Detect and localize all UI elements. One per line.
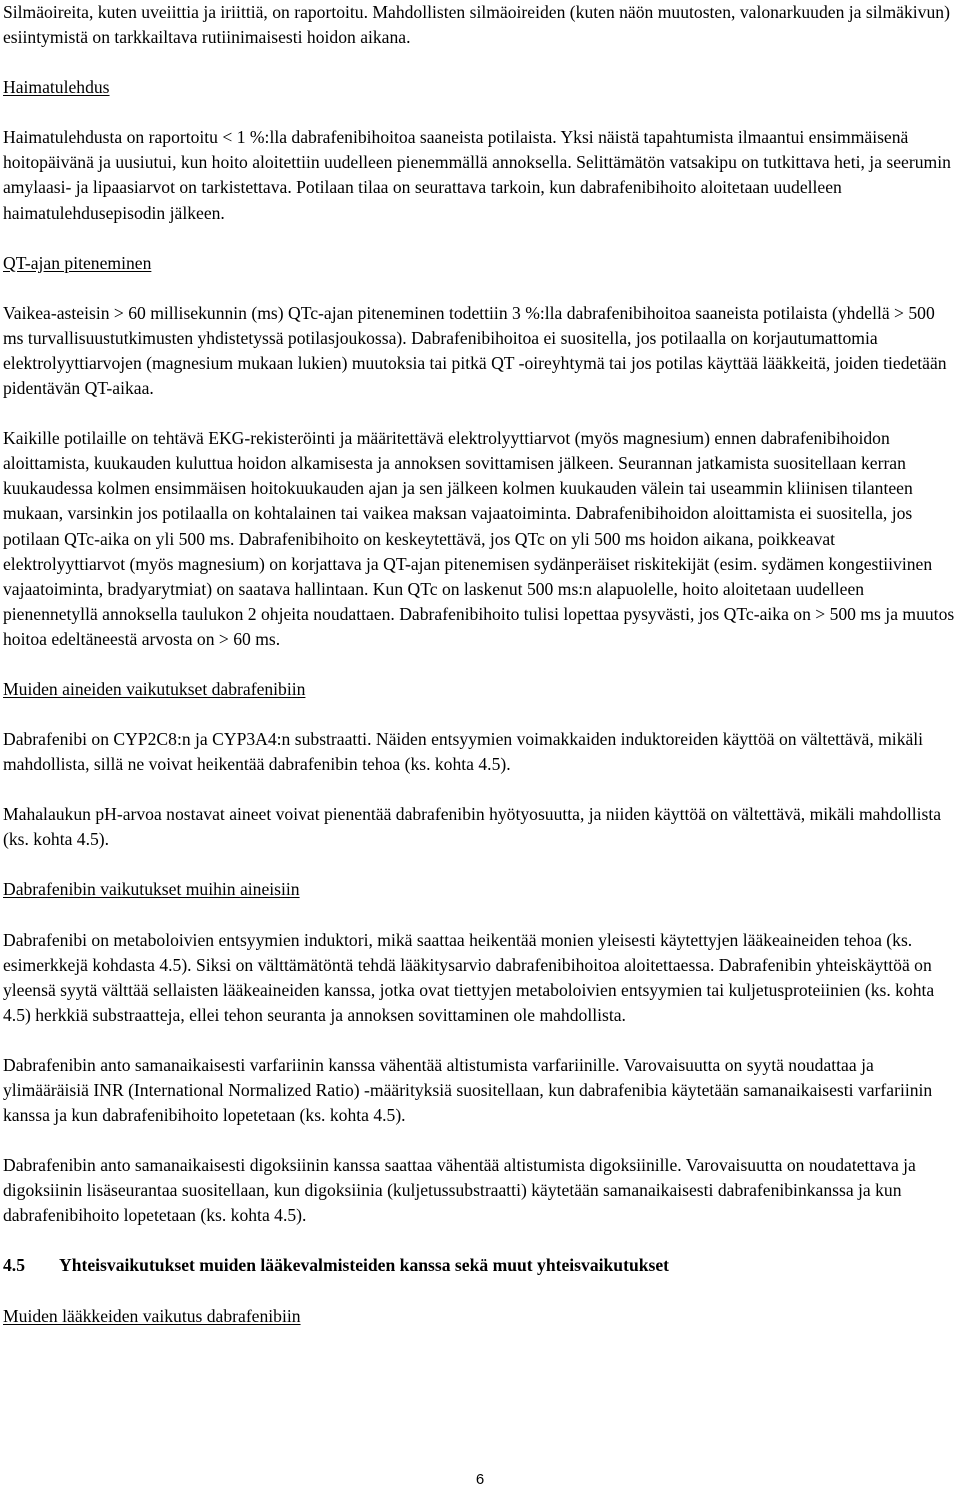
paragraph-qt-2: Kaikille potilaille on tehtävä EKG-rekisteröinti ja määritettävä elektrolyyttiarvot (myös magnesium) ennen dabrafenibihoidon aloittamista, kuukauden kuluttua hoidon alkamisesta ja annoksen sovittamisen jälkeen. Seurannan jatkamista suositellaan kerran kuukaudessa kolmen ensimmäisen hoitokuukauden ajan ja sen jälkeen kolmen kuukauden välein tai useammin kliinisen tilanteen mukaan, varsinkin jos potilaalla on kohtalainen tai vaikea maksan vajaatoiminta. Dabrafenibihoidon aloittamista ei suositella, jos potilaan QTc-aika on yli 500 ms. Dabrafenibihoito on keskeytettävä, jos QTc on yli 500 ms hoidon aikana, poikkeavat elektrolyyttiarvot (myös magnesium) on korjattava ja QT-ajan pitenemisen sydänperäiset riskitekijät (esim. sydämen kongestiivinen vajaatoiminta, bradyarytmiat) on saatava hallintaan. Kun QTc on laskenut 500 ms:n alapuolelle, hoito aloitetaan uudelleen pienennetyllä annoksella taulukon 2 ohjeita noudattaen. Dabrafenibihoito tulisi lopettaa pysyvästi, jos QTc-aika on > 500 ms ja muutos hoitoa edeltäneestä arvosta on > 60 ms.: [3, 428, 955, 649]
heading-pancreatitis: Haimatulehdus: [3, 77, 110, 98]
page-number: 6: [475, 1471, 485, 1488]
paragraph-effects-on-dabrafenib-2: Mahalaukun pH-arvoa nostavat aineet voivat pienentää dabrafenibin hyötyosuutta, ja niiden käyttöä on vältettävä, mikäli mahdollista (ks. kohta 4.5).: [3, 804, 942, 850]
paragraph-dabrafenib-effects-3: Dabrafenibin anto samanaikaisesti digoksiinin kanssa saattaa vähentää altistumista digoksiinille. Varovaisuutta on noudatettava ja digoksiinin lisäseurantaa suositellaan, kun digoksiinia (kuljetussubstraatti) käytetään samanaikaisesti dabrafenibinkanssa ja kun dabrafenibihoito lopetetaan (ks. kohta 4.5).: [3, 1155, 916, 1226]
paragraph-qt-1: [3, 301, 955, 401]
heading-dabrafenib-effects: Dabrafenibin vaikutukset muihin aineisiin: [3, 879, 300, 900]
paragraph-dabrafenib-effects-2: Dabrafenibin anto samanaikaisesti varfariinin kanssa vähentää altistumista varfariinille. Varovaisuutta on syytä noudattaa ja ylimääräisiä INR (International Normalized Ratio) -määrityksiä suositellaan, kun dabrafenibia käytetään samanaikaisesti varfariinin kanssa ja kun dabrafenibihoito lopetetaan (ks. kohta 4.5).: [3, 1054, 933, 1126]
heading-other-drugs: Muiden lääkkeiden vaikutus dabrafenibiin: [3, 1305, 301, 1326]
document-page: [3, 0, 955, 1329]
section-heading-4-5: [3, 1253, 955, 1278]
paragraph-pancreatitis: Haimatulehdusta on raportoitu < 1 %:lla dabrafenibihoitoa saaneista potilaista. Yksi näistä tapahtumista ilmaantui ensimmäisenä hoitopäivänä ja uusiutui, kun hoito aloitettiin uudelleen pienemmällä annoksella. Selittämätön vatsakipu on tutkittava heti, ja seerumin amylaasi- ja lipaasiarvot on tarkistettava. Potilaan tilaa on seurattava tarkoin, kun dabrafenibihoito aloitetaan uudelleen haimatulehdusepisodin jälkeen.: [3, 127, 951, 223]
paragraph-dabrafenib-effects-1: Dabrafenibi on metaboloivien entsyymien induktori, mikä saattaa heikentää monien yleisesti käytettyjen lääkeaineiden tehoa (ks. esimerkkejä kohdasta 4.5). Siksi on välttämätöntä tehdä lääkitysarvio dabrafenibihoitoa aloitettaessa. Dabrafenibin yhteiskäyttöä on yleensä syytä välttää sellaisten lääkeaineiden kanssa, jotka ovat tiettyjen metaboloivien entsyymien tai kuljetusproteiinien (ks. kohta 4.5) herkkiä substraatteja, ellei tehon seuranta ja annoksen sovittaminen ole mahdollista.: [3, 929, 935, 1025]
paragraph-qt-1-part-b: Dabrafenibihoitoa ei suositella, jos potilaalla on korjautumattomia elektrolyyttiarvojen (magnesium mukaan lukien) muutoksia tai pitkä QT -oireyhtymä tai jos potilas käyttää lääkkeitä, joiden tiedetään pidentävän QT-aikaa.: [3, 327, 947, 399]
heading-effects-on-dabrafenib: Muiden aineiden vaikutukset dabrafenibiin: [3, 678, 306, 699]
heading-qt-prolongation: QT-ajan piteneminen: [3, 252, 152, 273]
paragraph-effects-on-dabrafenib-1: Dabrafenibi on CYP2C8:n ja CYP3A4:n substraatti. Näiden entsyymien voimakkaiden induktoreiden käyttöä on vältettävä, mikäli mahdollista, sillä ne voivat heikentää dabrafenibin tehoa (ks. kohta 4.5).: [3, 729, 924, 775]
paragraph-qt-1-part-a: Vaikea-asteisin > 60 millisekunnin (ms) QTc-ajan piteneminen todettiin 3 %:lla dabrafenibihoitoa saaneista potilaista (yhdellä > 500 ms turvallisuustutkimusten yhdistetyssä potilasjoukossa).: [3, 302, 935, 348]
section-number: 4.5: [3, 1255, 25, 1276]
paragraph-eye-disorders: Silmäoireita, kuten uveiittia ja iriittiä, on raportoitu. Mahdollisten silmäoireiden (kuten näön muutosten, valonarkuuden ja silmäkivun) esiintymistä on tarkkailtava rutiinimaisesti hoidon aikana.: [3, 2, 950, 48]
section-title: Yhteisvaikutukset muiden lääkevalmisteiden kanssa sekä muut yhteisvaikutukset: [59, 1255, 670, 1276]
